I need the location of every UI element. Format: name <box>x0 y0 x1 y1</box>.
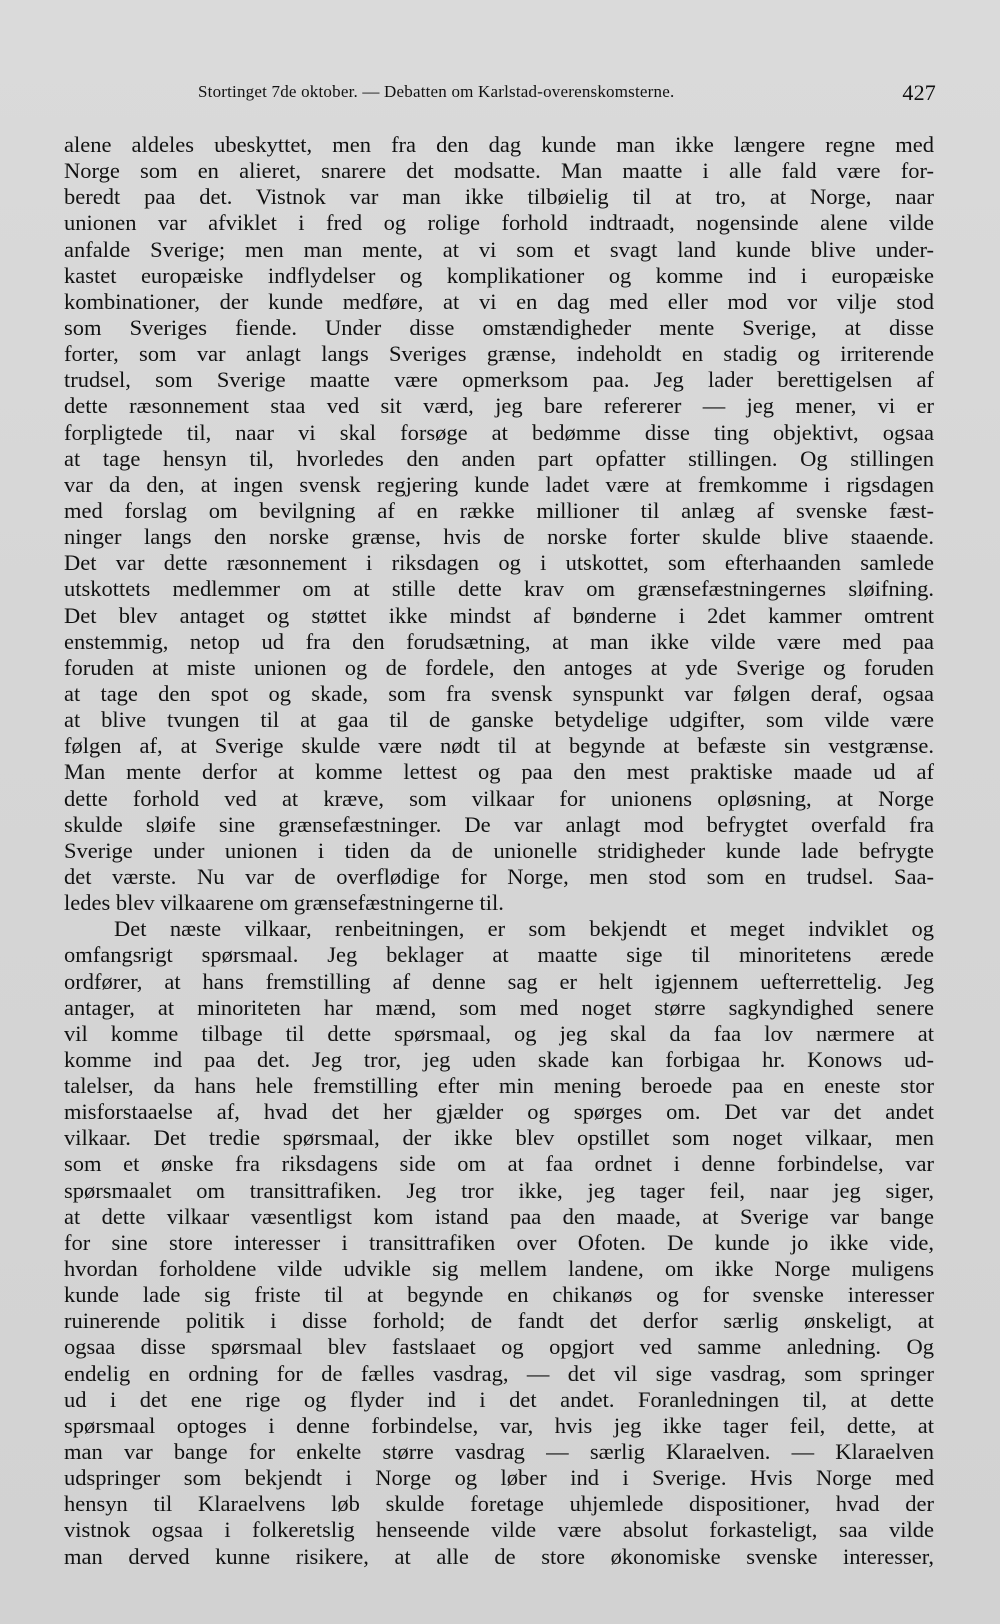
text-line: trudsel, som Sverige maatte være opmerksom paa. Jeg lader berettigelsen af <box>64 367 934 393</box>
text-line: ogsaa disse spørsmaal blev fastslaaet og opgjort ved samme anledning. Og <box>64 1334 934 1360</box>
text-line: med forslag om bevilgning af en række millioner til anlæg af svenske fæst- <box>64 497 934 523</box>
text-line: enstemmig, netop ud fra den forudsætning, at man ikke vilde være med paa <box>64 628 934 654</box>
text-line: dette forhold ved at kræve, som vilkaar for unionens opløsning, at Norge <box>64 785 934 811</box>
text-line: at blive tvungen til at gaa til de ganske betydelige udgifter, som vilde være <box>64 707 934 733</box>
text-line: omfangsrigt spørsmaal. Jeg beklager at maatte sige til minoritetens ærede <box>64 942 934 968</box>
text-line: som Sveriges fiende. Under disse omstændigheder mente Sverige, at disse <box>64 314 934 340</box>
page-number: 427 <box>902 80 936 105</box>
text-line: var da den, at ingen svensk regjering kunde ladet være at fremkomme i rigsdagen <box>64 471 934 497</box>
body-text <box>64 132 934 1570</box>
text-line: vistnok ogsaa i folkeretslig henseende vilde være absolut forkasteligt, saa vilde <box>64 1517 934 1543</box>
text-line: Det blev antaget og støttet ikke mindst af bønderne i 2det kammer omtrent <box>64 602 934 628</box>
text-line: kastet europæiske indflydelser og komplikationer og komme ind i europæiske <box>64 262 934 288</box>
text-line: for sine store interesser i transittrafiken over Ofoten. De kunde jo ikke vide, <box>64 1229 934 1255</box>
text-line: hensyn til Klaraelvens løb skulde foretage uhjemlede dispositioner, hvad der <box>64 1491 934 1517</box>
text-line: misforstaaelse af, hvad det her gjælder og spørges om. Det var det andet <box>64 1099 934 1125</box>
text-line: foruden at miste unionen og de fordele, den antoges at yde Sverige og foruden <box>64 654 934 680</box>
text-line: alene aldeles ubeskyttet, men fra den dag kunde man ikke længere regne med <box>64 132 934 157</box>
text-line: endelig en ordning for de fælles vasdrag, — det vil sige vasdrag, som springer <box>64 1360 934 1386</box>
text-line: Sverige under unionen i tiden da de unionelle stridigheder kunde lade befrygte <box>64 837 934 863</box>
text-line: man var bange for enkelte større vasdrag — særlig Klaraelven. — Klaraelven <box>64 1439 934 1465</box>
text-line: ordfører, at hans fremstilling af denne sag er helt igjennem uefterrettelig. Jeg <box>64 968 934 994</box>
text-line: spørsmaalet om transittrafiken. Jeg tror ikke, jeg tager feil, naar jeg siger, <box>64 1177 934 1203</box>
text-line: at dette vilkaar væsentligst kom istand paa den maade, at Sverige var bange <box>64 1203 934 1229</box>
text-line: antager, at minoriteten har mænd, som med noget større sagkyndighed senere <box>64 994 934 1020</box>
header-title: Stortinget 7de oktober. — Debatten om Karlstad-overenskomsterne. <box>198 82 675 101</box>
text-line: ledes blev vilkaarene om grænsefæstningerne til. <box>64 890 504 916</box>
text-line: utskottets medlemmer om at stille dette krav om grænsefæstningernes sløifning. <box>64 576 934 602</box>
text-line: vilkaar. Det tredie spørsmaal, der ikke blev opstillet som noget vilkaar, men <box>64 1125 934 1151</box>
text-line: dette ræsonnement staa ved sit værd, jeg bare refererer — jeg mener, vi er <box>64 393 934 419</box>
text-line: forpligtede til, naar vi skal forsøge at bedømme disse ting objektivt, ogsaa <box>64 419 934 445</box>
text-line: beredt paa det. Vistnok var man ikke tilbøielig til at tro, at Norge, naar <box>64 184 934 210</box>
text-line: kombinationer, der kunde medføre, at vi en dag med eller mod vor vilje stod <box>64 288 934 314</box>
text-line: talelser, da hans hele fremstilling efter min mening beroede paa en eneste stor <box>64 1073 934 1099</box>
text-line: at tage hensyn til, hvorledes den anden part opfatter stillingen. Og stillingen <box>64 445 934 471</box>
text-line: anfalde Sverige; men man mente, at vi som et svagt land kunde blive under- <box>64 236 934 262</box>
text-line: at tage den spot og skade, som fra svensk synspunkt var følgen deraf, ogsaa <box>64 680 934 706</box>
text-line: spørsmaal optoges i denne forbindelse, var, hvis jeg ikke tager feil, dette, at <box>64 1412 934 1438</box>
text-line: udspringer som bekjendt i Norge og løber ind i Sverige. Hvis Norge med <box>64 1465 934 1491</box>
text-line: Norge som en alieret, snarere det modsatte. Man maatte i alle fald være for- <box>64 158 934 184</box>
text-line: Det var dette ræsonnement i riksdagen og i utskottet, som efterhaanden samlede <box>64 550 934 576</box>
running-header <box>198 80 936 106</box>
text-line: ud i det ene rige og flyder ind i det andet. Foranledningen til, at dette <box>64 1386 934 1412</box>
text-line: hvordan forholdene vilde udvikle sig mellem landene, om ikke Norge muligens <box>64 1256 934 1282</box>
text-line: følgen af, at Sverige skulde være nødt til at begynde at befæste sin vestgrænse. <box>64 733 934 759</box>
text-line: man derved kunne risikere, at alle de store økonomiske svenske interesser, <box>64 1543 934 1569</box>
text-line: som et ønske fra riksdagens side om at faa ordnet i denne forbindelse, var <box>64 1151 934 1177</box>
text-line: Man mente derfor at komme lettest og paa den mest praktiske maade ud af <box>64 759 934 785</box>
text-line: unionen var afviklet i fred og rolige forhold indtraadt, nogensinde alene vilde <box>64 210 934 236</box>
text-line: skulde sløife sine grænsefæstninger. De var anlagt mod befrygtet overfald fra <box>64 811 934 837</box>
text-line: forter, som var anlagt langs Sveriges grænse, indeholdt en stadig og irriterende <box>64 341 934 367</box>
text-line: vil komme tilbage til dette spørsmaal, og jeg skal da faa lov nærmere at <box>64 1020 934 1046</box>
text-line: ninger langs den norske grænse, hvis de norske forter skulde blive staaende. <box>64 524 934 550</box>
text-line: komme ind paa det. Jeg tror, jeg uden skade kan forbigaa hr. Konows ud- <box>64 1046 934 1072</box>
text-line: Det næste vilkaar, renbeitningen, er som bekjendt et meget indviklet og <box>114 916 934 942</box>
text-line: ruinerende politik i disse forhold; de fandt det derfor særlig ønskeligt, at <box>64 1308 934 1334</box>
text-line: det værste. Nu var de overflødige for Norge, men stod som en trudsel. Saa- <box>64 863 934 889</box>
text-line: kunde lade sig friste til at begynde en chikanøs og for svenske interesser <box>64 1282 934 1308</box>
